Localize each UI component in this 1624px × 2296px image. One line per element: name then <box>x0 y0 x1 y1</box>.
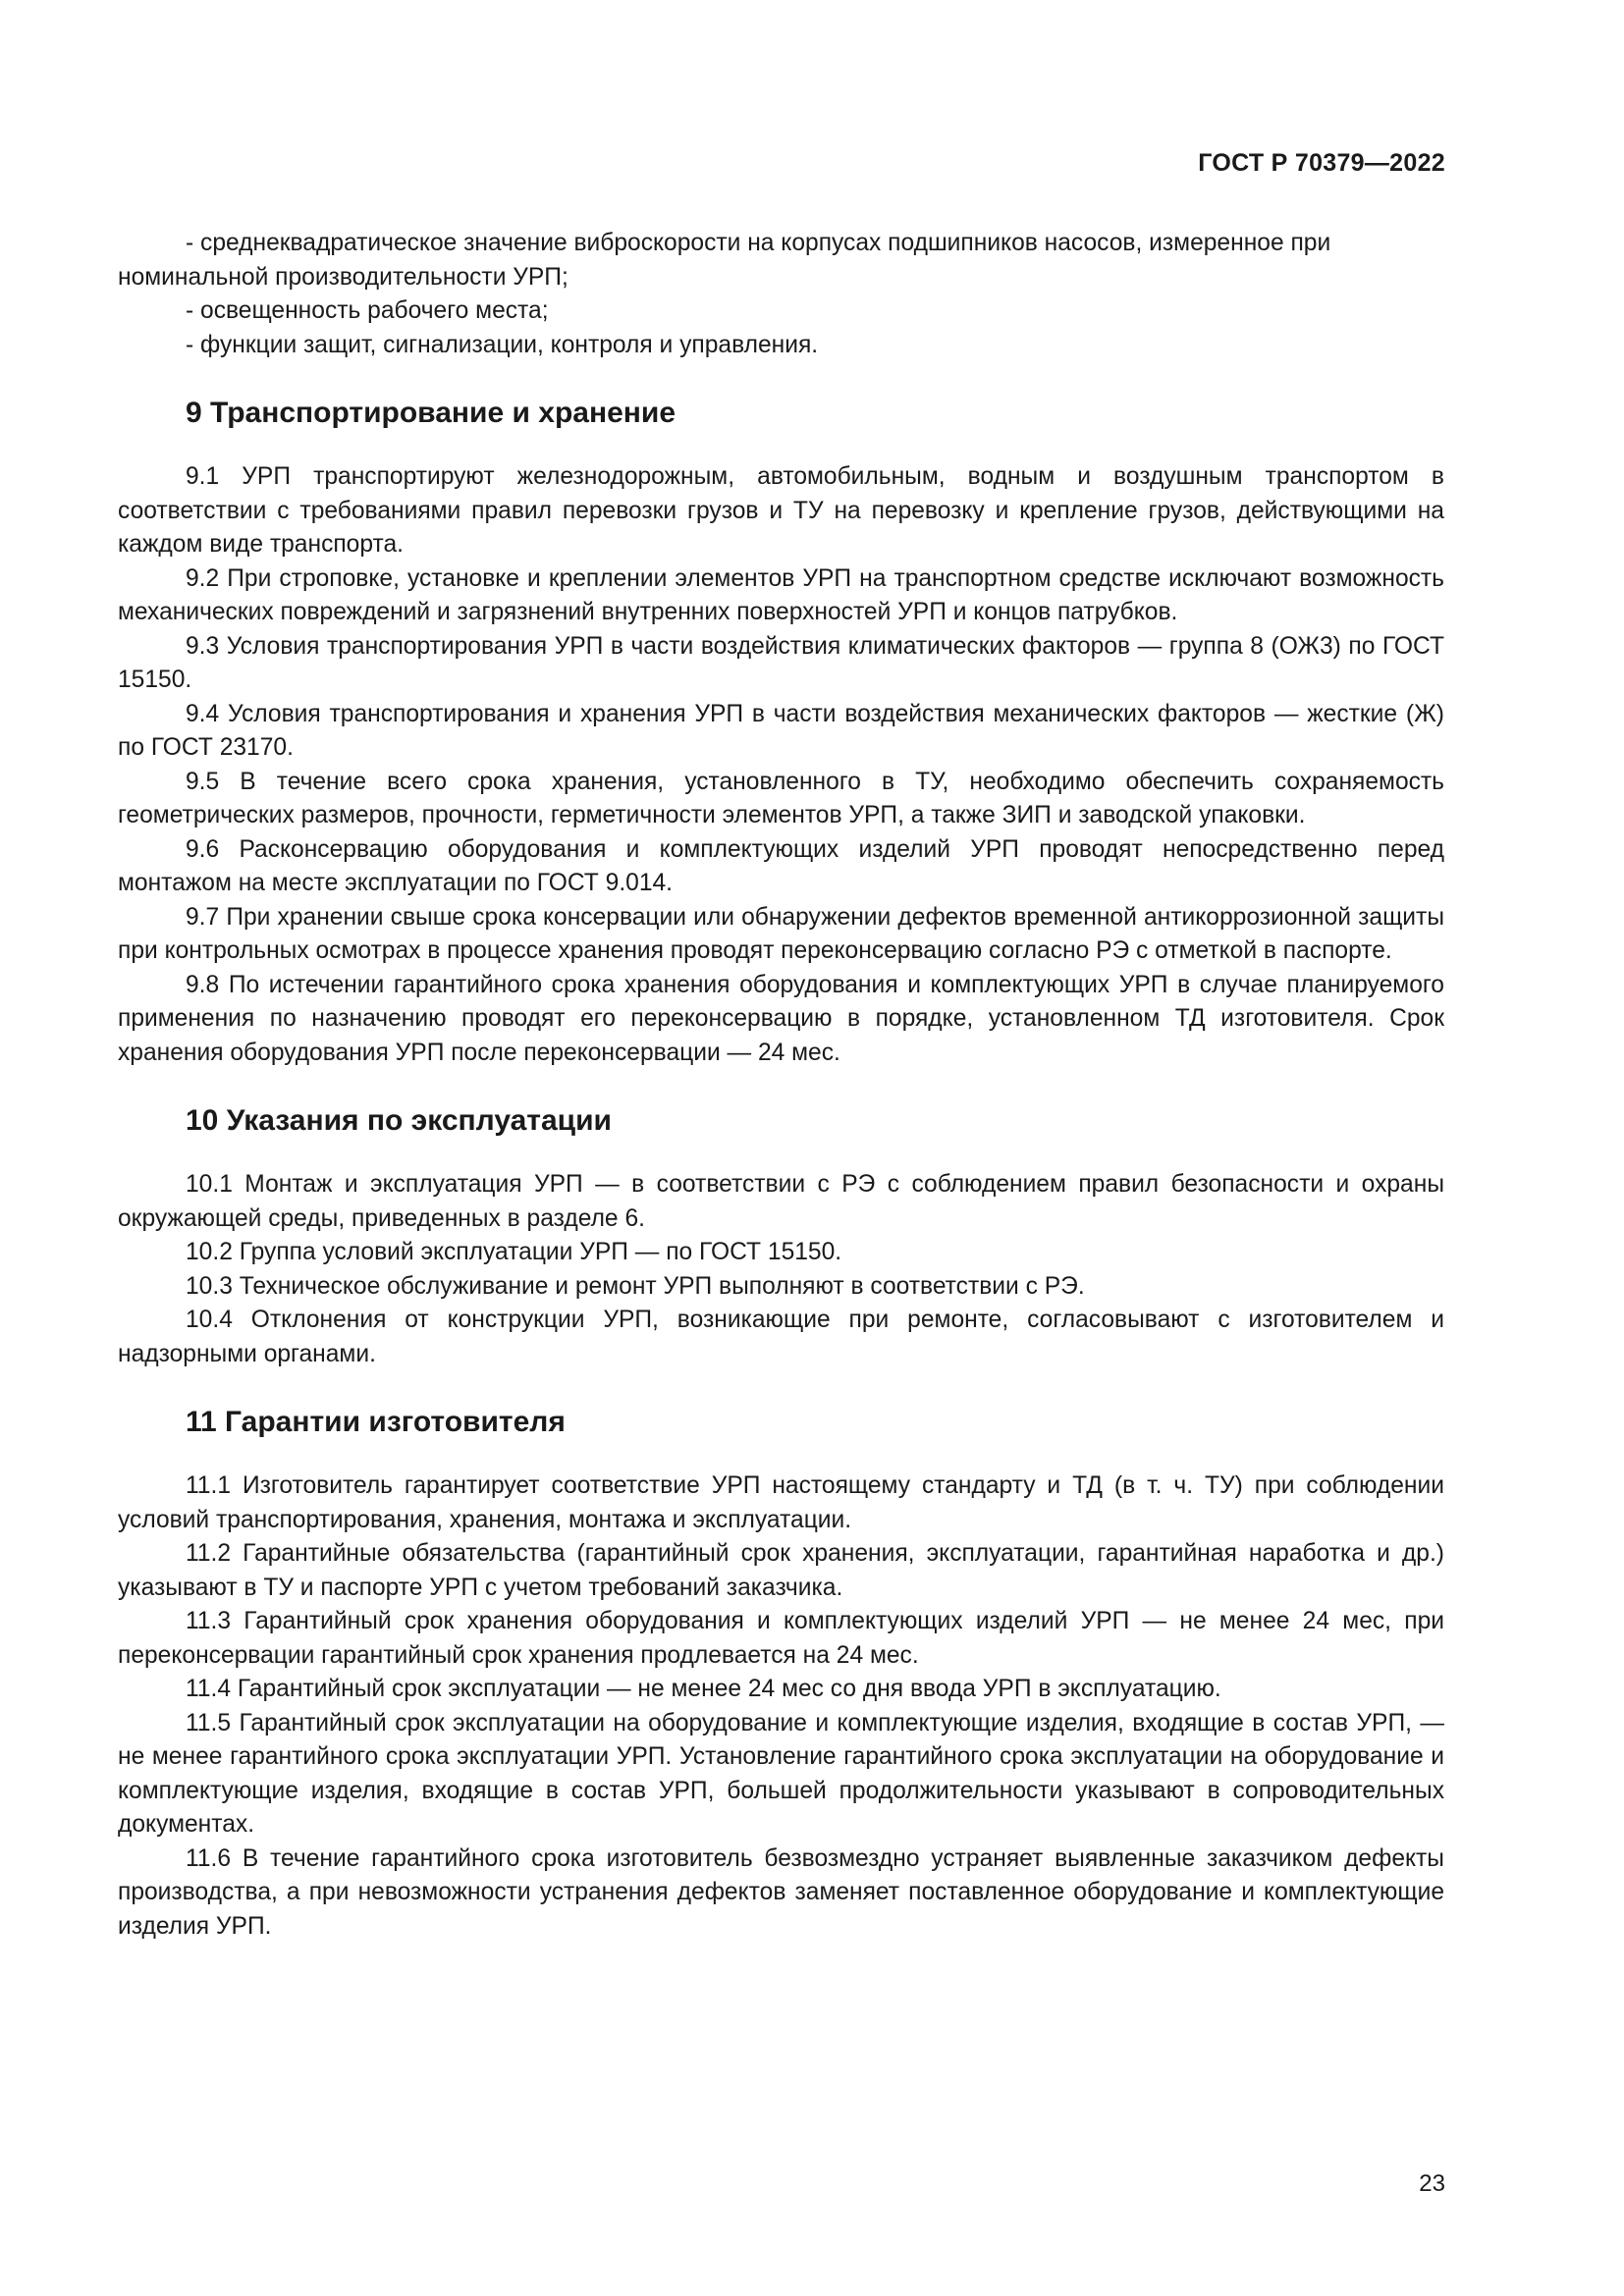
paragraph: 9.2 При строповке, установке и креплении элементов УРП на транспортном средстве исключают возможность механических повреждений и загрязнений внутренних поверхностей УРП и концов патрубков. <box>118 564 1444 625</box>
paragraph: 9.3 Условия транспортирования УРП в части воздействия климатических факторов — группа 8 (ОЖ3) по ГОСТ 15150. <box>118 632 1444 693</box>
paragraph: 9.4 Условия транспортирования и хранения УРП в части воздействия механических факторов — жесткие (Ж) по ГОСТ 23170. <box>118 700 1444 761</box>
paragraph: 10.2 Группа условий эксплуатации УРП — по ГОСТ 15150. <box>186 1239 842 1265</box>
document-header: ГОСТ Р 70379—2022 <box>1198 149 1445 177</box>
paragraph: 11.2 Гарантийные обязательства (гарантийный срок хранения, эксплуатации, гарантийная наработка и др.) указывают в ТУ и паспорте УРП с учетом требований заказчика. <box>118 1540 1444 1601</box>
section-9 <box>118 396 1444 1070</box>
paragraph: 11.6 В течение гарантийного срока изготовитель безвозмездно устраняет выявленные заказчиком дефекты производства, а при невозможности устранения дефектов заменяет поставленное оборудование и комплектующие изделия УРП. <box>118 1844 1444 1940</box>
page-number: 23 <box>1419 2170 1445 2197</box>
paragraph: 9.8 По истечении гарантийного срока хранения оборудования и комплектующих УРП в случае планируемого применения по назначению проводят его переконсервацию в порядке, установленном ТД изготовителя. Срок хранения оборудования УРП после переконсервации — 24 мес. <box>118 971 1444 1066</box>
paragraph: 11.5 Гарантийный срок эксплуатации на оборудование и комплектующие изделия, входящие в состав УРП, — не менее гарантийного срока эксплуатации УРП. Установление гарантийного срока эксплуатации на оборудование и комплектующие изделия, входящие в состав УРП, большей продолжительности указывают в сопроводительных документах. <box>118 1709 1444 1838</box>
section-11 <box>118 1405 1444 1944</box>
paragraph: 10.1 Монтаж и эксплуатация УРП — в соответствии с РЭ с соблюдением правил безопасности и охраны окружающей среды, приведенных в разделе 6. <box>118 1171 1444 1232</box>
paragraph: 11.1 Изготовитель гарантирует соответствие УРП настоящему стандарту и ТД (в т. ч. ТУ) при соблюдении условий транспортирования, хранения, монтажа и эксплуатации. <box>118 1472 1444 1533</box>
section-heading: 9 Транспортирование и хранение <box>186 397 677 429</box>
paragraph: 9.5 В течение всего срока хранения, установленного в ТУ, необходимо обеспечить сохраняемость геометрических размеров, прочности, герметичности элементов УРП, а также ЗИП и заводской упаковки. <box>118 768 1444 828</box>
paragraph: 9.7 При хранении свыше срока консервации или обнаружении дефектов временной антикоррозионной защиты при контрольных осмотрах в процессе хранения проводят переконсервацию согласно РЭ с отметкой в паспорте. <box>118 903 1444 964</box>
paragraph: 11.3 Гарантийный срок хранения оборудования и комплектующих изделий УРП — не менее 24 мес, при переконсервации гарантийный срок хранения продлевается на 24 мес. <box>118 1608 1444 1669</box>
paragraph: 10.4 Отклонения от конструкции УРП, возникающие при ремонте, согласовывают с изготовителем и надзорными органами. <box>118 1307 1444 1367</box>
list-item: - функции защит, сигнализации, контроля и управления. <box>186 331 819 358</box>
intro-list <box>118 227 1444 362</box>
paragraph: 9.1 УРП транспортируют железнодорожным, автомобильным, водным и воздушным транспортом в соответствии с требованиями правил перевозки грузов и ТУ на перевозку и крепление грузов, действующими на каждом виде транспорта. <box>118 463 1444 558</box>
paragraph: 9.6 Расконсервацию оборудования и комплектующих изделий УРП проводят непосредственно перед монтажом на месте эксплуатации по ГОСТ 9.014. <box>118 835 1444 896</box>
paragraph: 10.3 Техническое обслуживание и ремонт УРП выполняют в соответствии с РЭ. <box>186 1272 1085 1300</box>
list-item: - среднеквадратическое значение виброскорости на корпусах подшипников насосов, измеренное при номинальной производительности УРП; <box>118 230 1331 291</box>
document-body <box>118 227 1444 1944</box>
paragraph: 11.4 Гарантийный срок эксплуатации — не менее 24 мес со дня ввода УРП в эксплуатацию. <box>186 1676 1221 1702</box>
section-heading: 10 Указания по эксплуатации <box>186 1104 613 1137</box>
list-item: - освещенность рабочего места; <box>186 297 549 324</box>
section-heading: 11 Гарантии изготовителя <box>186 1406 566 1438</box>
section-10 <box>118 1103 1444 1371</box>
